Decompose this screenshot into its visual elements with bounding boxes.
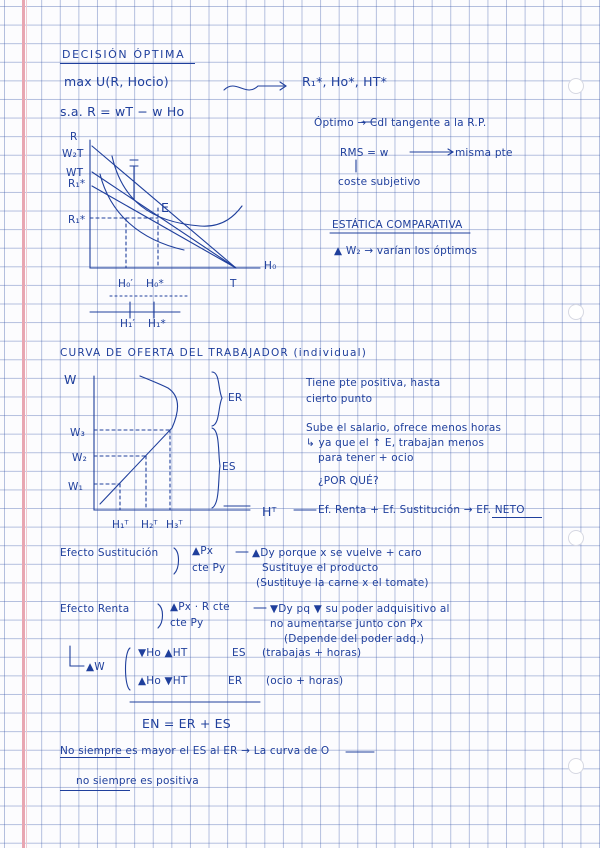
- section-supply-curve-title: CURVA DE OFERTA DEL TRABAJADOR (individual): [60, 347, 368, 359]
- graph2-axes: [94, 376, 250, 510]
- income-cond-px: ▲Px · R cte: [170, 601, 230, 613]
- dw-bracket: [70, 646, 84, 666]
- income-cond-py: cte Py: [170, 617, 204, 629]
- graph1-budget-line-w: [92, 172, 236, 268]
- note2-line1: Tiene pte positiva, hasta: [306, 377, 441, 389]
- graph1-xlabel-h0prime: H₀′: [118, 278, 134, 290]
- net-effect-formula: EN = ER + ES: [142, 716, 231, 731]
- wage-row1-hours: ▼Ho ▲HT: [138, 647, 188, 659]
- substitution-result-2: Sustituye el producto: [262, 562, 379, 574]
- graph1-ylabel-r1: R₁*: [68, 178, 86, 190]
- graph1-xsub-h1prime: H₁′: [120, 318, 136, 330]
- substitution-cond-px: ▲Px: [192, 545, 214, 557]
- optimal-variables: R₁*, Ho*, HT*: [302, 74, 388, 89]
- income-result-3: (Depende del poder adq.): [284, 633, 425, 645]
- graph2-brace-er: ER: [228, 392, 243, 404]
- graph2-xlabel-h2t: H₂ᵀ: [141, 519, 158, 531]
- graph2-brace-er-shape: [212, 372, 222, 426]
- graph2-ylabel-w3: W₃: [70, 427, 85, 439]
- wage-row1-effect: ES: [232, 647, 246, 659]
- income-result-1: ▼Dy pq ▼ su poder adquisitivo al: [270, 603, 450, 615]
- wage-increase-label: ▲W: [86, 661, 105, 673]
- note2-line4: ↳ ya que el ↑ E, trabajan menos: [306, 437, 485, 449]
- graph1-y-axis-label: R: [70, 131, 78, 143]
- graph1-ylabel-r1-star: R₁*: [68, 214, 86, 226]
- max-utility-expression: max U(R, Hocio): [64, 74, 169, 89]
- graph1-xlabel-t: T: [230, 278, 237, 290]
- graph1-ylabel-wt: WT: [66, 167, 84, 179]
- closing-line-1: No siempre es mayor el ES al ER → La curva de O: [60, 745, 330, 757]
- renta-brace: [158, 604, 163, 628]
- graph2-ylabel-w1: W₁: [68, 481, 83, 493]
- graph1-point-e: E: [161, 200, 170, 215]
- graph1-x-axis-label: H₀: [264, 260, 277, 272]
- wage-row1-note: (trabajas + horas): [262, 647, 362, 659]
- header-arrow: [224, 86, 284, 90]
- note-comparative-statics: ESTÁTICA COMPARATIVA: [332, 219, 463, 231]
- graph2-brace-es: ES: [222, 461, 236, 473]
- graph2-xlabel-h1t: H₁ᵀ: [112, 519, 129, 531]
- effects-sum-line: Ef. Renta + Ef. Sustitución → EF. NETO: [318, 504, 525, 516]
- income-effect-label: Efecto Renta: [60, 603, 130, 615]
- graph2-x-axis-label: Hᵀ: [262, 504, 277, 519]
- graph1-ylabel-w2t: W₂T: [62, 148, 84, 160]
- substitution-cond-py: cte Py: [192, 562, 226, 574]
- graph2-y-axis-label: W: [64, 372, 77, 387]
- graph2-ylabel-w2: W₂: [72, 452, 87, 464]
- graph2-xlabel-h3t: H₃ᵀ: [166, 519, 183, 531]
- wage-row2-effect: ER: [228, 675, 243, 687]
- graph1-xlabel-h0star: H₀*: [146, 278, 164, 290]
- graph1-axes: [90, 140, 260, 268]
- note-rms-equation: RMS = w: [340, 147, 389, 159]
- graph2-guide-verticals: [120, 430, 170, 510]
- dw-brace: [126, 648, 131, 690]
- substitution-result-3: (Sustituye la carne x el tomate): [256, 577, 429, 589]
- note2-line2: cierto punto: [306, 393, 373, 405]
- note2-line3: Sube el salario, ofrece menos horas: [306, 422, 502, 434]
- graph1-budget-line-3: [92, 186, 236, 268]
- substitution-effect-label: Efecto Sustitución: [60, 547, 159, 559]
- graph1-xsub-h1star: H₁*: [148, 318, 166, 330]
- note-optimo: Óptimo → CdI tangente a la R.P.: [314, 117, 487, 129]
- note2-line5: para tener + ocio: [318, 452, 414, 464]
- substitution-result-1: ▲Dy porque x se vuelve + caro: [252, 547, 422, 559]
- budget-constraint: s.a. R = wT − w Ho: [60, 104, 185, 119]
- graph2-supply-curve: [100, 376, 178, 504]
- closing-line-2: no siempre es positiva: [76, 775, 199, 787]
- graph1-sub-ticks: [130, 302, 154, 318]
- income-result-2: no aumentarse junto con Px: [270, 618, 424, 630]
- wage-row2-note: (ocio + horas): [266, 675, 344, 687]
- graph1-budget-line-w2: [92, 146, 236, 268]
- note-subjective-cost: coste subjetivo: [338, 176, 421, 188]
- note-rms-slope: misma pte: [455, 147, 513, 159]
- note2-question: ¿POR QUÉ?: [318, 475, 379, 487]
- sust-brace: [174, 548, 179, 574]
- page-title: DECISIÓN ÓPTIMA: [62, 48, 186, 61]
- note-wage-change: ▲ W₂ → varían los óptimos: [334, 245, 478, 257]
- graph1-tick-2: [130, 160, 138, 166]
- graph2-brace-es-shape: [212, 428, 220, 508]
- wage-row2-hours: ▲Ho ▼HT: [138, 675, 188, 687]
